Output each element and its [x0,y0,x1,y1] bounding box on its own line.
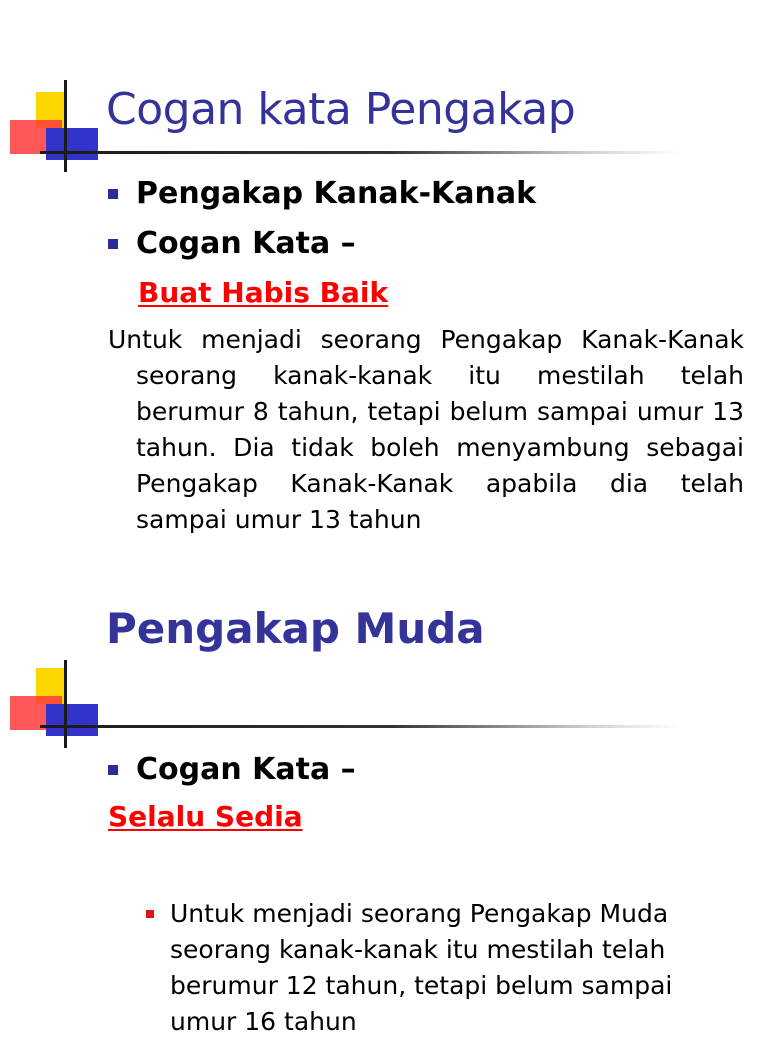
slide-corner-decoration [0,80,110,175]
title-divider [40,725,680,728]
page-title: Cogan kata Pengakap [106,84,576,135]
motto-text: Selalu Sedia [108,800,303,833]
blue-square [46,704,98,736]
title-divider [40,151,680,154]
list-item [108,226,356,261]
vertical-line [64,80,67,172]
sub-list-item [146,896,706,1040]
section-title: Pengakap Muda [106,604,485,653]
sub-bullet-text: Untuk menjadi seorang Pengakap Muda seorang kanak-kanak itu mestilah telah berumur 12 tahun, tetapi belum sampai umur 16 tahun [170,899,673,1036]
square-bullet-icon [108,765,118,775]
bullet-label: Cogan Kata – [136,226,356,261]
vertical-line [64,660,67,748]
square-bullet-icon [108,189,118,199]
list-item [108,752,356,787]
bullet-label: Pengakap Kanak-Kanak [136,176,537,211]
square-bullet-icon [108,239,118,249]
list-item [108,176,536,211]
description-paragraph: Untuk menjadi seorang Pengakap Kanak-Kanak seorang kanak-kanak itu mestilah telah berumur 8 tahun, tetapi belum sampai umur 13 tahun. Dia tidak boleh menyambung sebagai Pengakap Kanak-Kanak apabila dia telah sampai umur 13 tahun [108,325,744,534]
slide-corner-decoration [0,660,110,755]
blue-square [46,128,98,160]
bullet-label: Cogan Kata – [136,752,356,787]
square-bullet-icon [146,910,154,918]
motto-text: Buat Habis Baik [138,276,389,309]
